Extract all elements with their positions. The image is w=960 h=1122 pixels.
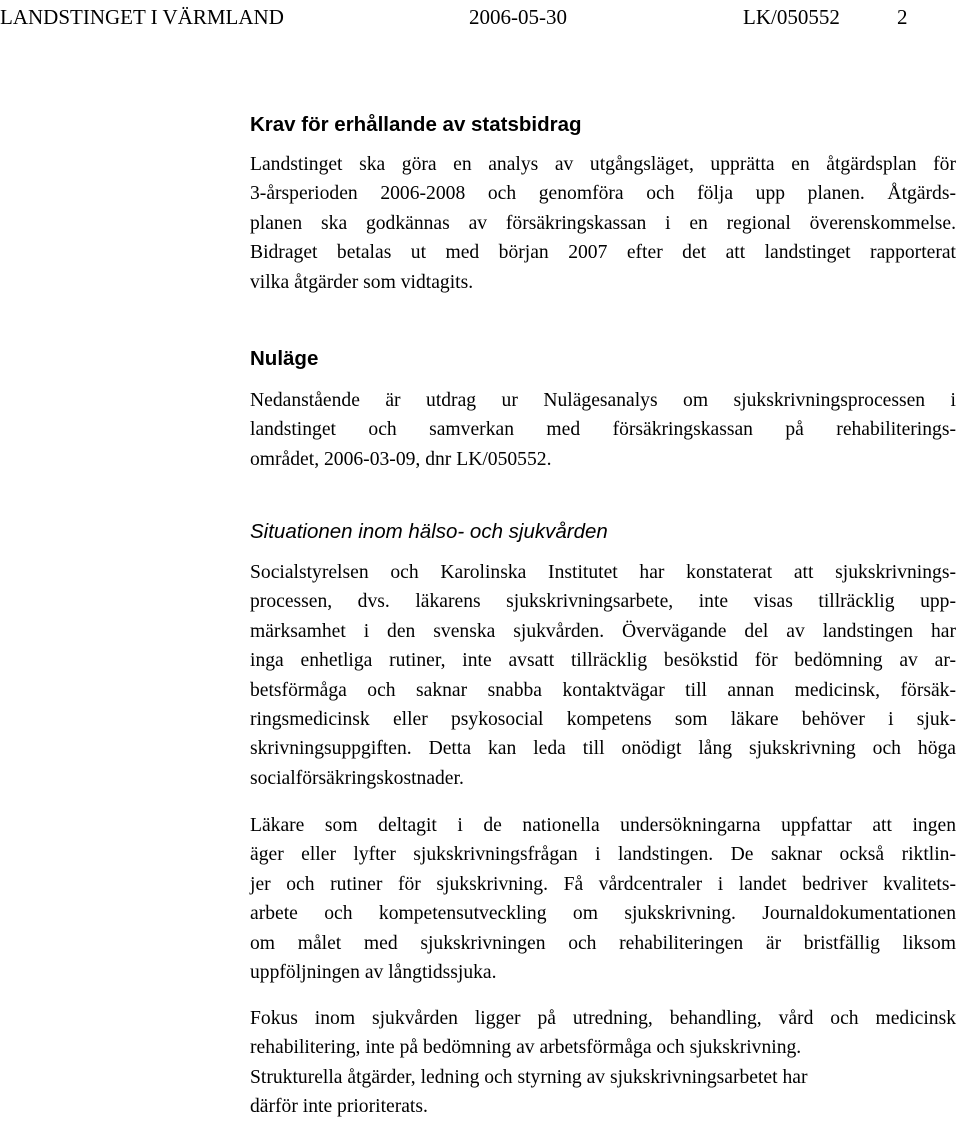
text-line: Nedanstående är utdrag ur Nulägesanalys om sjukskrivningsprocessen i [250, 390, 956, 411]
text-line: rehabilitering, inte på bedömning av arbetsförmåga och sjukskrivning. [250, 1037, 802, 1059]
text-line: ringsmedicinsk eller psykosocial kompetens som läkare behöver i sjuk- [250, 709, 956, 731]
text-line: äger eller lyfter sjukskrivningsfrågan i landstingen. De saknar också riktlin- [250, 844, 956, 866]
text-line: uppföljningen av långtidssjuka. [250, 962, 497, 984]
text-line: Landstinget ska göra en analys av utgångsläget, upprätta en åtgärdsplan för [250, 154, 956, 175]
text-line: processen, dvs. läkarens sjukskrivningsarbete, inte visas tillräcklig upp- [250, 591, 956, 613]
text-line: vilka åtgärder som vidtagits. [250, 271, 474, 293]
header-organization: LANDSTINGET I VÄRMLAND [0, 5, 284, 29]
text-line: området, 2006-03-09, dnr LK/050552. [250, 448, 552, 470]
text-line: märksamhet i den svenska sjukvården. Övervägande del av landstingen har [250, 620, 956, 642]
text-line: 3-årsperioden 2006-2008 och genomföra och följa upp planen. Åtgärds- [250, 183, 956, 205]
paragraph-statsbidrag [250, 150, 956, 297]
text-line: landstinget och samverkan med försäkringskassan på rehabiliterings- [250, 419, 956, 441]
text-line: inga enhetliga rutiner, inte avsatt tillräcklig besökstid för bedömning av ar- [250, 650, 956, 672]
text-line: arbete och kompetensutveckling om sjukskrivning. Journaldokumentationen [250, 903, 956, 925]
text-line: socialförsäkringskostnader. [250, 767, 464, 789]
header-page-number: 2 [897, 5, 908, 29]
heading-nulage: Nuläge [250, 347, 319, 370]
text-line: Strukturella åtgärder, ledning och styrning av sjukskrivningsarbetet har [250, 1066, 808, 1088]
text-line: betsförmåga och saknar snabba kontaktvägar till annan medicinsk, försäk- [250, 679, 956, 701]
header-date: 2006-05-30 [469, 5, 567, 29]
paragraph-situationen-2 [250, 811, 956, 987]
text-line: Läkare som deltagit i de nationella undersökningarna uppfattar att ingen [250, 815, 956, 836]
text-line: planen ska godkännas av försäkringskassan i en regional överenskommelse. [250, 212, 956, 234]
text-line: Bidraget betalas ut med början 2007 efter det att landstinget rapporterat [250, 242, 956, 264]
text-line: Fokus inom sjukvården ligger på utredning, behandling, vård och medicinsk [250, 1008, 956, 1029]
paragraph-situationen-1 [250, 558, 956, 793]
header-reference: LK/050552 [743, 5, 840, 29]
text-line: Socialstyrelsen och Karolinska Institutet har konstaterat att sjukskrivnings- [250, 562, 956, 583]
text-line: skrivningsuppgiften. Detta kan leda till onödigt lång sjukskrivning och höga [250, 738, 956, 760]
heading-statsbidrag: Krav för erhållande av statsbidrag [250, 113, 582, 136]
text-line: om målet med sjukskrivningen och rehabiliteringen är bristfällig liksom [250, 932, 956, 954]
heading-situationen: Situationen inom hälso- och sjukvården [250, 520, 608, 543]
text-line: därför inte prioriterats. [250, 1096, 428, 1118]
paragraph-nulage [250, 386, 956, 474]
page-header [0, 2, 960, 32]
paragraph-situationen-3 [250, 1004, 956, 1122]
text-line: jer och rutiner för sjukskrivning. Få vårdcentraler i landet bedriver kvalitets- [250, 873, 956, 895]
